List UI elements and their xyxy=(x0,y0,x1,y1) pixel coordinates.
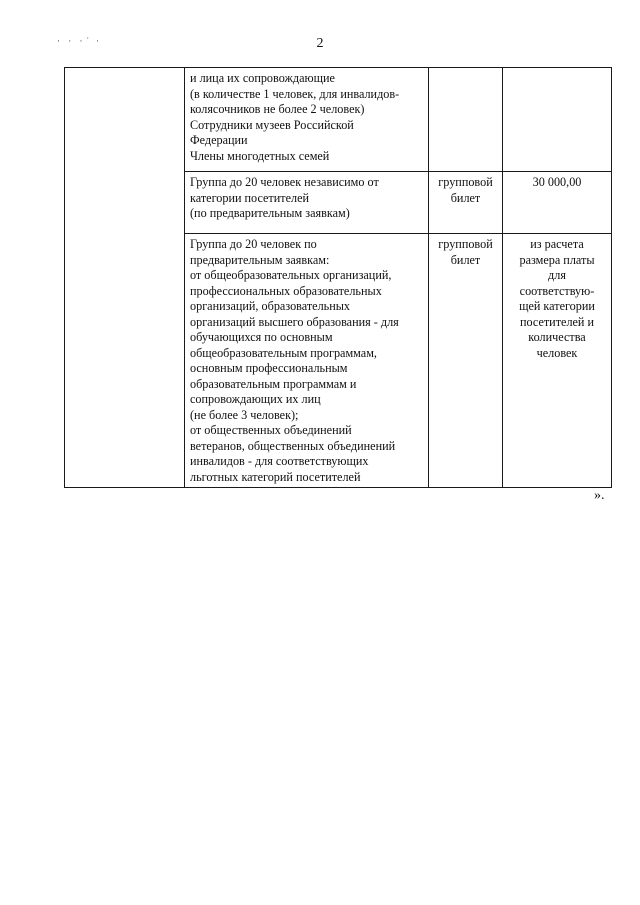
ticket-type-cell xyxy=(429,68,503,172)
page-number: 2 xyxy=(316,36,324,51)
price-text xyxy=(503,68,611,71)
category-text: Группа до 20 человек по предварительным заявкам: от общеобразовательных организаций, профессиональных образовательных организаций, образовательных организаций высшего образования - для обучающихся по основным общеобразовательным программам, основным профессиональным образовательным программам и сопровождающих их лиц (не более 3 человек); от общественных объединений ветеранов, общественных объединений инвалидов - для соответствующих льготных категорий посетителей xyxy=(190,237,399,484)
table-row xyxy=(65,68,612,172)
ticket-type-cell xyxy=(429,234,503,488)
price-cell xyxy=(503,234,612,488)
category-cell xyxy=(185,172,429,234)
category-text: и лица их сопровождающие (в количестве 1 человек, для инвалидов- колясочников не более 2 человек) Сотрудники музеев Российской Федерации Члены многодетных семей xyxy=(190,71,400,163)
service-name-cell xyxy=(65,68,185,488)
ticket-type-cell xyxy=(429,172,503,234)
price-text: 30 000,00 xyxy=(532,175,582,189)
category-text: Группа до 20 человек независимо от категории посетителей (по предварительным заявкам) xyxy=(190,175,379,220)
price-cell xyxy=(503,68,612,172)
price-text: из расчета размера платы для соответствую- щей категории посетителей и количества человек xyxy=(519,237,595,360)
price-cell xyxy=(503,172,612,234)
ticket-type-text: групповой билет xyxy=(438,237,493,267)
fees-table xyxy=(64,67,612,488)
category-cell xyxy=(185,68,429,172)
closing-quote-mark: ». xyxy=(594,488,605,503)
ticket-type-text: групповой билет xyxy=(438,175,493,205)
ticket-type-text xyxy=(429,68,502,71)
category-cell xyxy=(185,234,429,488)
scan-marks: · · · ̇ · xyxy=(57,36,102,46)
